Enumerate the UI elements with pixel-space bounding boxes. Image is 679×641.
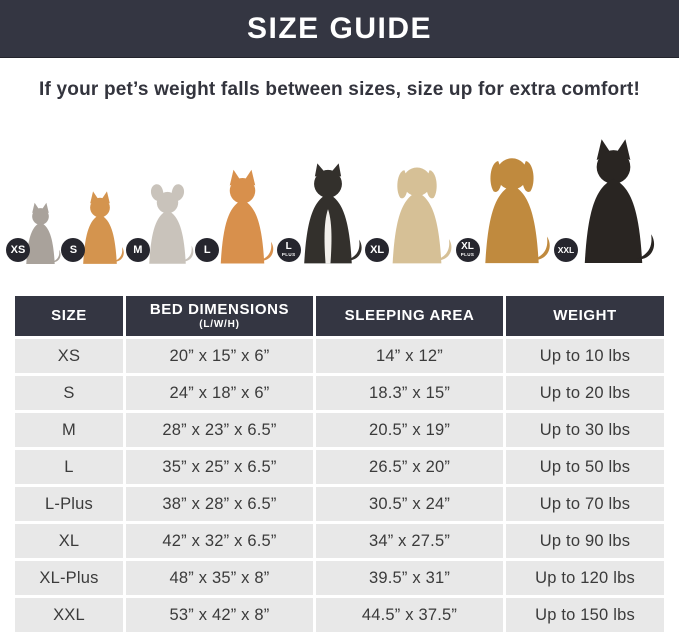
- size-badge-label: M: [133, 243, 143, 256]
- size-badge-label: XXL: [557, 244, 575, 255]
- cell-sleep: 26.5” x 20”: [316, 450, 503, 484]
- column-header-weight: [506, 296, 664, 336]
- size-badge-label: L: [285, 241, 292, 253]
- table-row-xl-plus: [15, 561, 664, 595]
- border-collie-figure: [281, 151, 369, 265]
- cell-bed: 42” x 32” x 6.5”: [126, 524, 313, 558]
- cell-bed: 28” x 23” x 6.5”: [126, 413, 313, 447]
- size-badge-xxl: [554, 238, 578, 262]
- size-badge-xl: [365, 238, 389, 262]
- cell-bed: 24” x 18” x 6”: [126, 376, 313, 410]
- cell-weight: Up to 20 lbs: [506, 376, 664, 410]
- size-badge-xl-plus: [456, 238, 480, 262]
- size-badge-m: [126, 238, 150, 262]
- labrador-figure: [370, 149, 459, 265]
- cell-sleep: 30.5” x 24”: [316, 487, 503, 521]
- cell-size: L-Plus: [15, 487, 123, 521]
- cell-size: XS: [15, 339, 123, 373]
- doberman-icon: [564, 127, 663, 265]
- subtitle-text: If your pet’s weight falls between sizes, size up for extra comfort!: [39, 79, 640, 100]
- cell-size: M: [15, 413, 123, 447]
- page-title: SIZE GUIDE: [246, 11, 433, 45]
- cell-sleep: 14” x 12”: [316, 339, 503, 373]
- size-badge-label: L: [203, 243, 211, 256]
- cell-size: L: [15, 450, 123, 484]
- golden-retriever-figure: [460, 137, 558, 265]
- doberman-figure: [557, 127, 663, 265]
- cell-bed: 48” x 35” x 8”: [126, 561, 313, 595]
- column-header-label: WEIGHT: [553, 306, 617, 324]
- cell-sleep: 44.5” x 37.5”: [316, 598, 503, 632]
- size-badge-xs: [6, 238, 30, 262]
- cell-bed: 35” x 25” x 6.5”: [126, 450, 313, 484]
- column-header-sleep: [316, 296, 503, 336]
- cell-sleep: 34” x 27.5”: [316, 524, 503, 558]
- table-header-row: [15, 296, 664, 336]
- size-badge-label: XL: [461, 241, 474, 253]
- shiba-inu-figure: [205, 161, 280, 265]
- size-badge-label: S: [69, 243, 78, 256]
- header-bar: [0, 0, 679, 58]
- cell-weight: Up to 150 lbs: [506, 598, 664, 632]
- table-row-s: [15, 376, 664, 410]
- column-header-label: SIZE: [51, 306, 87, 324]
- cell-size: XL-Plus: [15, 561, 123, 595]
- cell-weight: Up to 30 lbs: [506, 413, 664, 447]
- cell-sleep: 20.5” x 19”: [316, 413, 503, 447]
- column-header-size: [15, 296, 123, 336]
- cell-size: XL: [15, 524, 123, 558]
- table-row-xxl: [15, 598, 664, 632]
- cell-weight: Up to 10 lbs: [506, 339, 664, 373]
- column-header-label: BED DIMENSIONS: [149, 301, 290, 319]
- size-table: [12, 293, 667, 635]
- cell-weight: Up to 70 lbs: [506, 487, 664, 521]
- cell-weight: Up to 90 lbs: [506, 524, 664, 558]
- cell-size: XXL: [15, 598, 123, 632]
- column-header-label: SLEEPING AREA: [344, 306, 475, 324]
- table-row-xs: [15, 339, 664, 373]
- cell-bed: 53” x 42” x 8”: [126, 598, 313, 632]
- cell-weight: Up to 50 lbs: [506, 450, 664, 484]
- cat-figure: [10, 197, 65, 265]
- cell-size: S: [15, 376, 123, 410]
- table-row-xl: [15, 524, 664, 558]
- cell-sleep: 18.3” x 15”: [316, 376, 503, 410]
- size-badge-plus-label: PLUS: [460, 252, 475, 258]
- size-table-header: [15, 296, 664, 336]
- size-badge-l-plus: [277, 238, 301, 262]
- size-badge-label: XS: [10, 243, 26, 256]
- animal-size-row: [10, 113, 663, 265]
- size-table-body: [15, 339, 664, 632]
- size-badge-label: XL: [370, 243, 385, 256]
- column-header-bed: [126, 296, 313, 336]
- pomeranian-figure: [71, 185, 129, 265]
- cell-bed: 38” x 28” x 6.5”: [126, 487, 313, 521]
- cell-sleep: 39.5” x 31”: [316, 561, 503, 595]
- cell-weight: Up to 120 lbs: [506, 561, 664, 595]
- table-row-l: [15, 450, 664, 484]
- table-row-l-plus: [15, 487, 664, 521]
- french-bulldog-figure: [133, 177, 199, 265]
- size-badge-plus-label: PLUS: [281, 252, 296, 258]
- table-row-m: [15, 413, 664, 447]
- column-header-sublabel: (L/W/H): [199, 318, 240, 330]
- cell-bed: 20” x 15” x 6”: [126, 339, 313, 373]
